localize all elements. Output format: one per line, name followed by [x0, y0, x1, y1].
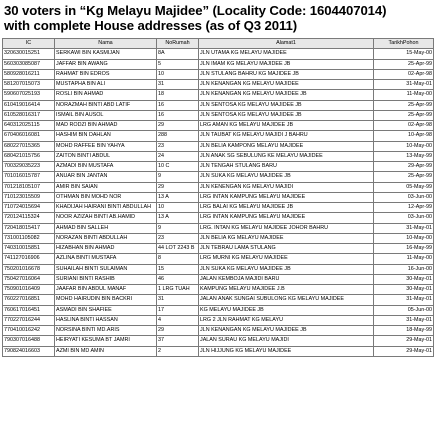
cell-alamat1: JLN ANAK SG SEBULUNG KE MELAYU MAJIDEE	[199, 151, 374, 161]
table-row	[3, 244, 434, 254]
table-row	[3, 182, 434, 192]
cell-tarikhpohon: 10-May-00	[374, 233, 434, 243]
voters-table	[2, 38, 434, 357]
cell-tarikhpohon: 31-May-01	[374, 315, 434, 325]
table-row	[3, 336, 434, 346]
cell-alamat1: LRG 2 JLN RAHMAT KG MELAYU	[199, 315, 374, 325]
cell-norumah: 16	[157, 100, 199, 110]
cell-nama: MAD RODZI BIN AHMAD	[55, 121, 157, 131]
cell-ic: 701218105107	[3, 182, 55, 192]
cell-nama: AHMAD BIN SALLEH	[55, 223, 157, 233]
table-row	[3, 110, 434, 120]
cell-norumah: 46	[157, 274, 199, 284]
cell-nama: HEIRYATI KESUMA BT JAMRI	[55, 336, 157, 346]
table-row	[3, 100, 434, 110]
table-row	[3, 264, 434, 274]
title-line-1: 30 voters in “Kg Melayu Majidee” (Locality Code: 1604407014)	[4, 3, 387, 18]
header-alamat1: Alamat1	[199, 39, 374, 49]
cell-nama: AZMADI BIN MUSTAFA	[55, 162, 157, 172]
cell-norumah: 10	[157, 203, 199, 213]
cell-norumah: 24	[157, 151, 199, 161]
cell-norumah: 9	[157, 223, 199, 233]
cell-alamat1: JALAN ANAK SUNGAI SUBULONG KG MELAYU MAJIDEE	[199, 295, 374, 305]
cell-nama: MOHD RAFFEE BIN YAHYA	[55, 141, 157, 151]
cell-ic: 750901016409	[3, 285, 55, 295]
cell-ic: 720418015417	[3, 223, 55, 233]
cell-ic: 790307016488	[3, 336, 55, 346]
cell-tarikhpohon: 31-May-01	[374, 295, 434, 305]
cell-tarikhpohon: 11-May-00	[374, 90, 434, 100]
cell-ic: 560303085087	[3, 59, 55, 69]
table-row	[3, 80, 434, 90]
cell-ic: 770410016242	[3, 326, 55, 336]
cell-tarikhpohon: 05-Jun-00	[374, 305, 434, 315]
cell-ic: 760617016451	[3, 305, 55, 315]
cell-ic: 790824016603	[3, 346, 55, 356]
cell-alamat1: JLN TAUBAT KG MELAYU MAJIDI J BAHRU	[199, 131, 374, 141]
cell-ic: 581207015073	[3, 80, 55, 90]
cell-nama: NORAZAN BINTI ABDULLAH	[55, 233, 157, 243]
cell-nama: AMIR BIN SAIAN	[55, 182, 157, 192]
cell-ic: 670406016081	[3, 131, 55, 141]
cell-alamat1: JLN BELIA KAMPONG MELAYU MAJIDEE	[199, 141, 374, 151]
table-header-row	[3, 39, 434, 49]
cell-ic: 760227016851	[3, 295, 55, 305]
cell-alamat1: JLN SENTOSA KG MELAYU MAJIDEE JB	[199, 100, 374, 110]
cell-alamat1: LRG INTAN KAMPUNG MELAYU MAJIDEE	[199, 213, 374, 223]
cell-tarikhpohon: 25-Apr-99	[374, 172, 434, 182]
cell-tarikhpohon: 03-Jun-00	[374, 192, 434, 202]
cell-tarikhpohon: 29-May-01	[374, 346, 434, 356]
cell-norumah: 29	[157, 326, 199, 336]
table-row	[3, 192, 434, 202]
cell-norumah: 5	[157, 59, 199, 69]
cell-nama: ANUAR BIN JANTAN	[55, 172, 157, 182]
cell-alamat1: JLN KENENGAN KG MELAYU MAJIDI	[199, 182, 374, 192]
cell-ic: 680227015365	[3, 141, 55, 151]
cell-ic: 701016015787	[3, 172, 55, 182]
table-row	[3, 233, 434, 243]
cell-norumah: 17	[157, 305, 199, 315]
cell-tarikhpohon: 25-Apr-99	[374, 100, 434, 110]
table-row	[3, 59, 434, 69]
cell-ic: 710724015694	[3, 203, 55, 213]
title-line-2: with complete House addresses (as of Q3 2011)	[4, 18, 298, 33]
cell-ic: 710123015509	[3, 192, 55, 202]
table-row	[3, 69, 434, 79]
cell-alamat1: JLN KENANGAN KG MELAYU MAJIDEE JB	[199, 90, 374, 100]
cell-nama: OTHMAN BIN MOHD NOR	[55, 192, 157, 202]
cell-nama: SERKAWI BIN KASMIJAN	[55, 49, 157, 59]
cell-nama: AZMI BIN MD AMIN	[55, 346, 157, 356]
cell-nama: JAAFAR BIN ABDUL MANAF	[55, 285, 157, 295]
cell-alamat1: LRG. INTAN KG MELAYU MAJIDEE JOHOR BAHRU	[199, 223, 374, 233]
cell-norumah: 1 LRG TUAH	[157, 285, 199, 295]
cell-alamat1: JLN TEBRAU LAMA STULANG	[199, 244, 374, 254]
cell-norumah: 13 A	[157, 213, 199, 223]
cell-nama: ROSLI BIN AHMAD	[55, 90, 157, 100]
cell-tarikhpohon: 25-Apr-99	[374, 110, 434, 120]
cell-alamat1: JLN UTAMA KG MELAYU MAJIDEE	[199, 49, 374, 59]
cell-nama: HASHIM BIN DAHLAN	[55, 131, 157, 141]
table-row	[3, 326, 434, 336]
cell-tarikhpohon: 31-May-01	[374, 80, 434, 90]
cell-norumah: 31	[157, 80, 199, 90]
cell-alamat1: JLN HIJJUNG KG MELAYU MAJIDEE	[199, 346, 374, 356]
cell-nama: ZAITON BINTI ABDUL	[55, 151, 157, 161]
table-row	[3, 121, 434, 131]
table-row	[3, 203, 434, 213]
table-row	[3, 315, 434, 325]
cell-tarikhpohon: 30-May-01	[374, 285, 434, 295]
cell-alamat1: LRG AMAN KG MELAYU MAJIDEE JB	[199, 121, 374, 131]
cell-nama: MOHD HAIRUDIN BIN BACKRI	[55, 295, 157, 305]
cell-norumah: 29	[157, 121, 199, 131]
table-row	[3, 213, 434, 223]
cell-norumah: 4	[157, 315, 199, 325]
header-tarikhpohon: TarikhPohon	[374, 39, 434, 49]
cell-ic: 680421015756	[3, 151, 55, 161]
cell-alamat1: JLN SUKA KG MELAYU MAJIDEE JB	[199, 264, 374, 274]
cell-alamat1: JLN IMAM KG MELAYU MAJIDEE JB	[199, 59, 374, 69]
cell-ic: 750427016064	[3, 274, 55, 284]
document-title	[4, 3, 432, 33]
table-row	[3, 49, 434, 59]
table-row	[3, 274, 434, 284]
cell-nama: JAFFAR BIN AWANG	[55, 59, 157, 69]
cell-nama: SUHAILAH BINTI SULAIMAN	[55, 264, 157, 274]
cell-alamat1: JLN BELIA KG MELAYU MAJIDEE	[199, 233, 374, 243]
cell-ic: 770227016244	[3, 315, 55, 325]
cell-tarikhpohon: 10-May-00	[374, 141, 434, 151]
cell-tarikhpohon: 02-Apr-98	[374, 121, 434, 131]
table-row	[3, 223, 434, 233]
cell-alamat1: JLN KENANGAN KG MELAYU MAJIDEE	[199, 80, 374, 90]
cell-tarikhpohon: 12-Apr-99	[374, 203, 434, 213]
cell-norumah: 288	[157, 131, 199, 141]
cell-ic: 320630015251	[3, 49, 55, 59]
cell-nama: MUSTAPHA BIN ALI	[55, 80, 157, 90]
cell-alamat1: KAMPUNG MELAYU MAJIDEE J.B	[199, 285, 374, 295]
cell-alamat1: LRG BALAI KG MELAYU MAJIDEE JB	[199, 203, 374, 213]
cell-nama: SURIANI BINTI RASHIB	[55, 274, 157, 284]
cell-norumah: 10	[157, 69, 199, 79]
cell-ic: 610528016317	[3, 110, 55, 120]
table-row	[3, 90, 434, 100]
table-row	[3, 172, 434, 182]
cell-norumah: 10 C	[157, 162, 199, 172]
cell-tarikhpohon: 02-Apr-98	[374, 69, 434, 79]
cell-alamat1: LRG MURNI KG MELAYU MAJIDEE	[199, 254, 374, 264]
cell-alamat1: JLN SENTOSA KG MELAYU MAJIDEE JB	[199, 110, 374, 120]
cell-tarikhpohon: 03-Jun-00	[374, 213, 434, 223]
cell-ic: 700329035223	[3, 162, 55, 172]
table-row	[3, 162, 434, 172]
cell-tarikhpohon: 30-May-01	[374, 274, 434, 284]
cell-alamat1: JLN STULANG BAHRU KG MAJIDEE JB	[199, 69, 374, 79]
table-row	[3, 141, 434, 151]
cell-ic: 580928016211	[3, 69, 55, 79]
cell-alamat1: JLN TENGAH STULANG BARU	[199, 162, 374, 172]
cell-norumah: 13 A	[157, 192, 199, 202]
cell-tarikhpohon: 05-May-99	[374, 182, 434, 192]
cell-tarikhpohon: 29-Apr-99	[374, 162, 434, 172]
cell-tarikhpohon: 29-May-01	[374, 336, 434, 346]
table-row	[3, 295, 434, 305]
table-row	[3, 285, 434, 295]
cell-alamat1: JALAN KEMBOJA MAJIDI BARU	[199, 274, 374, 284]
cell-nama: HASLINA BINTI HASSAN	[55, 315, 157, 325]
cell-ic: 750201016678	[3, 264, 55, 274]
cell-tarikhpohon: 13-May-99	[374, 151, 434, 161]
cell-ic: 731001105082	[3, 233, 55, 243]
cell-norumah: 44 LOT 2243 B	[157, 244, 199, 254]
cell-tarikhpohon: 11-May-00	[374, 254, 434, 264]
cell-norumah: 37	[157, 336, 199, 346]
cell-alamat1: KG MELAYU MAJIDEE JB	[199, 305, 374, 315]
cell-tarikhpohon: 18-May-99	[374, 326, 434, 336]
cell-nama: NOOR AZIZAH BINTI AB.HAMID	[55, 213, 157, 223]
cell-tarikhpohon: 16-May-99	[374, 244, 434, 254]
table-row	[3, 254, 434, 264]
cell-ic: 610419016414	[3, 100, 55, 110]
cell-tarikhpohon: 25-Apr-99	[374, 59, 434, 69]
cell-nama: RAHMAT BIN EDROS	[55, 69, 157, 79]
cell-norumah: 23	[157, 233, 199, 243]
cell-alamat1: JLN KENANGAN KG MELAYU MAJIDEE JB	[199, 326, 374, 336]
cell-norumah: 9	[157, 172, 199, 182]
cell-norumah: 31	[157, 295, 199, 305]
cell-nama: ASMADI BIN SHAFIEE	[55, 305, 157, 315]
cell-tarikhpohon: 10-Apr-98	[374, 131, 434, 141]
cell-tarikhpohon: 15-May-00	[374, 49, 434, 59]
table-body	[3, 49, 434, 357]
cell-tarikhpohon: 16-Jun-00	[374, 264, 434, 274]
cell-norumah: 8	[157, 254, 199, 264]
cell-ic: 740310015851	[3, 244, 55, 254]
cell-nama: NORAZMAH BINTI ABD LATIF	[55, 100, 157, 110]
cell-alamat1: JLN SUKA KG MELAYU MAJIDEE JB	[199, 172, 374, 182]
cell-norumah: 16	[157, 110, 199, 120]
cell-alamat1: LRG INTAN KAMPUNG MELAYU MAJIDEE	[199, 192, 374, 202]
header-nama: Nama	[55, 39, 157, 49]
cell-norumah: 29	[157, 182, 199, 192]
cell-norumah: 23	[157, 141, 199, 151]
cell-norumah: 8A	[157, 49, 199, 59]
cell-alamat1: JALAN SURAU KG MELAYU MAJIDI	[199, 336, 374, 346]
cell-nama: NORSINA BINTI MD.ARIS	[55, 326, 157, 336]
cell-norumah: 2	[157, 346, 199, 356]
header-ic: IC	[3, 39, 55, 49]
table-row	[3, 346, 434, 356]
cell-ic: 720124115324	[3, 213, 55, 223]
cell-nama: ISMAIL BIN AUSOL	[55, 110, 157, 120]
cell-norumah: 18	[157, 90, 199, 100]
cell-nama: AZLINA BINTI MUSTAFA	[55, 254, 157, 264]
table-row	[3, 305, 434, 315]
table-row	[3, 151, 434, 161]
cell-tarikhpohon: 31-May-01	[374, 223, 434, 233]
cell-ic: 741127016906	[3, 254, 55, 264]
header-norumah: NoRumah	[157, 39, 199, 49]
cell-norumah: 15	[157, 264, 199, 274]
cell-ic: 640312025115	[3, 121, 55, 131]
table-row	[3, 131, 434, 141]
cell-nama: KHADIJAH HAIRANI BINTI ABDULLAH	[55, 203, 157, 213]
cell-nama: HIZABHAN BIN AHMAD	[55, 244, 157, 254]
cell-ic: 590607025193	[3, 90, 55, 100]
